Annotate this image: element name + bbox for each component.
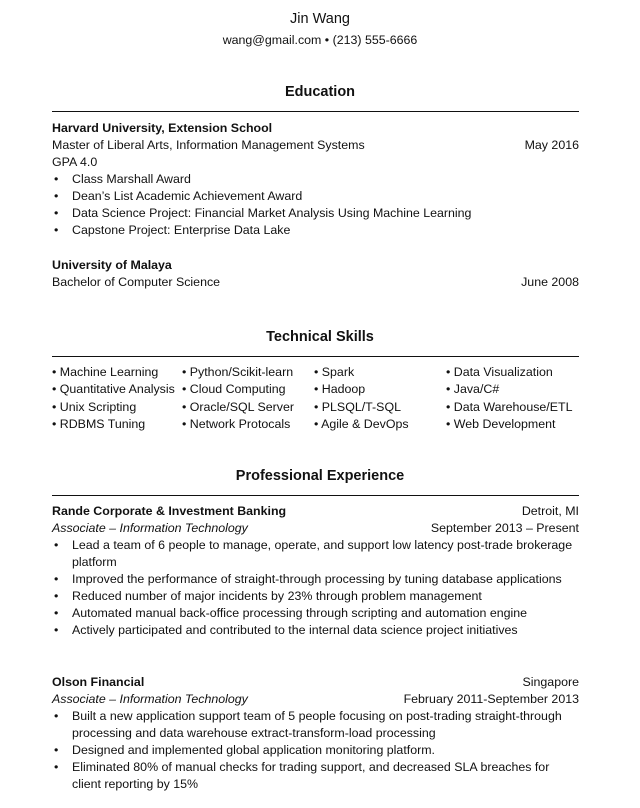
job-dates: February 2011-September 2013: [403, 692, 579, 706]
education-entry-malaya: [52, 257, 579, 291]
honors-list: [52, 171, 579, 239]
skill-item: • Data Visualization: [446, 365, 553, 379]
skills-heading: Technical Skills: [266, 329, 374, 345]
candidate-name: Jin Wang: [290, 11, 350, 27]
list-item: • Dean’s List Academic Achievement Award: [54, 189, 303, 203]
list-item: • Actively participated and contributed to the internal data science project initiatives: [54, 623, 518, 637]
list-item: • Data Science Project: Financial Market Analysis Using Machine Learning: [54, 206, 472, 220]
job-entry-olson: [52, 674, 579, 793]
list-item: • Built a new application support team of 5 people focusing on post-trading straight-through processing and data warehouse extract-transform-load processing: [54, 709, 562, 740]
skill-item: • Spark: [314, 365, 355, 379]
school-name: University of Malaya: [52, 258, 172, 272]
list-item: • Capstone Project: Enterprise Data Lake: [54, 223, 291, 237]
skill-item: • Cloud Computing: [182, 382, 286, 397]
skill-item: • Hadoop: [314, 382, 366, 397]
job-location: Singapore: [522, 675, 579, 689]
skill-item: • Java/C#: [446, 382, 500, 397]
list-item: • Eliminated 80% of manual checks for trading support, and decreased SLA breaches for client reporting by 15%: [54, 760, 550, 791]
job-dates: September 2013 – Present: [430, 521, 579, 535]
contact-line: wang@gmail.com • (213) 555-6666: [222, 33, 418, 47]
skill-item: • Agile & DevOps: [314, 416, 409, 431]
job-duties-list: [52, 537, 579, 639]
experience-divider: [52, 495, 579, 496]
skills-column: [182, 364, 294, 433]
list-item: • Automated manual back-office processing through scripting and automation engine: [54, 606, 528, 620]
list-item: • Reduced number of major incidents by 23% through problem management: [54, 589, 482, 603]
skill-item: • Python/Scikit-learn: [182, 365, 294, 379]
skill-item: • Unix Scripting: [52, 399, 137, 414]
list-item: • Lead a team of 6 people to manage, operate, and support low latency post-trade brokerage platform: [54, 538, 573, 569]
job-title: Associate – Information Technology: [52, 521, 248, 535]
gpa: GPA 4.0: [52, 155, 98, 169]
job-location: Detroit, MI: [521, 504, 579, 518]
education-heading: Education: [284, 84, 356, 100]
skill-item: • Quantitative Analysis: [52, 382, 175, 397]
graduation-date: June 2008: [521, 275, 579, 289]
education-entry-harvard: [52, 120, 579, 239]
company-name: Rande Corporate & Investment Banking: [52, 504, 287, 518]
skill-item: • Data Warehouse/ETL: [446, 399, 573, 414]
list-item: • Class Marshall Award: [54, 172, 191, 186]
list-item: • Improved the performance of straight-through processing by tuning database applications: [54, 572, 562, 586]
company-name: Olson Financial: [52, 675, 145, 689]
degree: Master of Liberal Arts, Information Management Systems: [52, 138, 365, 152]
job-title: Associate – Information Technology: [52, 692, 248, 706]
list-item: • Designed and implemented global application monitoring platform.: [54, 743, 435, 757]
school-name: Harvard University, Extension School: [52, 121, 273, 135]
skill-item: • Oracle/SQL Server: [182, 399, 294, 414]
skill-item: • Network Protocals: [182, 416, 291, 431]
skill-item: • Web Development: [446, 416, 556, 431]
skills-column: [446, 364, 572, 433]
graduation-date: May 2016: [524, 138, 579, 152]
skill-item: • PLSQL/T-SQL: [314, 399, 401, 414]
skill-item: • Machine Learning: [52, 365, 159, 379]
education-divider: [52, 111, 579, 112]
skills-column: [314, 364, 409, 433]
degree: Bachelor of Computer Science: [52, 275, 221, 289]
job-entry-rande: [52, 503, 579, 639]
skills-column: [52, 364, 175, 433]
experience-heading: Professional Experience: [235, 468, 405, 484]
skills-divider: [52, 356, 579, 357]
skill-item: • RDBMS Tuning: [52, 416, 146, 431]
job-duties-list: [52, 708, 579, 793]
